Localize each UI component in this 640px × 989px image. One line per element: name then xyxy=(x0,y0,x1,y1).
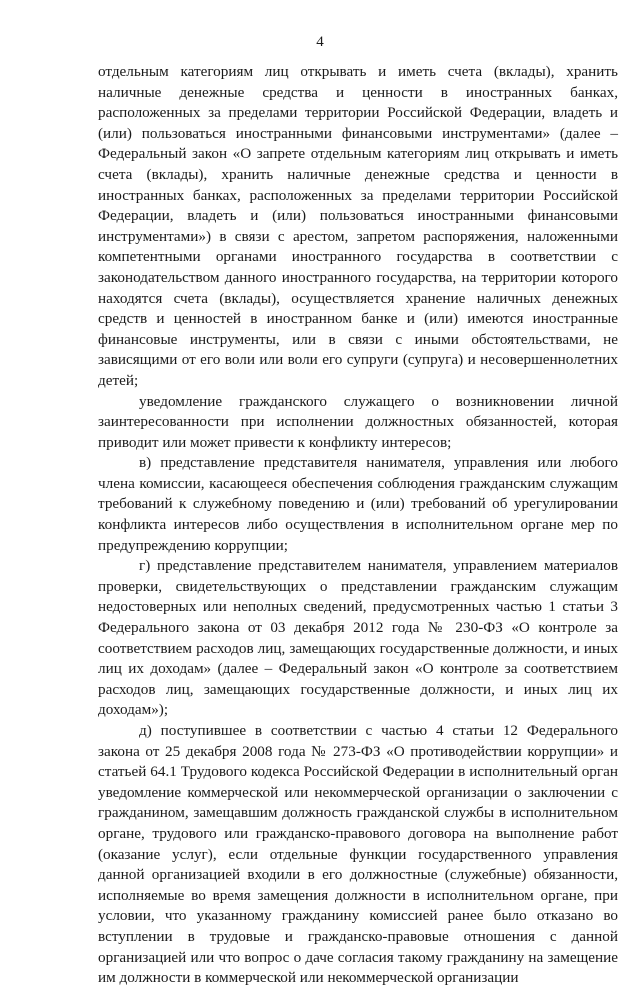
paragraph-item-d: д) поступившее в соответствии с частью 4 статьи 12 Федерального закона от 25 декабря 2008 года № 273-ФЗ «О противодействии коррупции» и статьей 64.1 Трудового кодекса Российской Федерации в исполнительный орган уведомление коммерческой или некоммерческой организации о заключении с гражданином, замещавшим должность гражданской службы в исполнительном органе, трудового или гражданско-правового договора на выполнение работ (оказание услуг), если отдельные функции государственного управления данной организацией входили в его должностные (служебные) обязанности, исполняемые во время замещения должности в исполнительном органе, при условии, что указанному гражданину комиссией ранее было отказано во вступлении в трудовые и гражданско-правовые отношения с данной организацией или что вопрос о даче согласия такому гражданину на замещение им должности в коммерческой или некоммерческой организации xyxy=(98,722,618,987)
paragraph-item-g: г) представление представителем нанимателя, управлением материалов проверки, свидетельствующих о представлении гражданским служащим недостоверных или неполных сведений, предусмотренных частью 1 статьи 3 Федерального закона от 03 декабря 2012 года № 230-ФЗ «О контроле за соответствием расходов лиц, замещающих государственные должности, и иных лиц их доходам» (далее – Федеральный закон «О контроле за соответствием расходов лиц, замещающих государственные должности, и иных лиц их доходам»); xyxy=(98,557,618,719)
paragraph-item-v: в) представление представителя нанимателя, управления или любого члена комиссии, касающееся обеспечения соблюдения гражданским служащим требований к служебному поведению и (или) требований об урегулировании конфликта интересов либо осуществления в исполнительном органе мер по предупреждению коррупции; xyxy=(98,454,618,554)
paragraph-notification-conflict: уведомление гражданского служащего о возникновении личной заинтересованности при исполнении должностных обязанностей, которая приводит или может привести к конфликту интересов; xyxy=(98,392,618,451)
document-body xyxy=(98,62,618,989)
paragraph-continuation: отдельным категориям лиц открывать и иметь счета (вклады), хранить наличные денежные средства и ценности в иностранных банках, расположенных за пределами территории Российской Федерации, владеть и (или) пользоваться иностранными финансовыми инструментами» (далее – Федеральный закон «О запрете отдельным категориям лиц открывать и иметь счета (вклады), хранить наличные денежные средства и ценности в иностранных банках, расположенных за пределами территории Российской Федерации, владеть и (или) пользоваться иностранными финансовыми инструментами») в связи с арестом, запретом распоряжения, наложенными компетентными органами иностранного государства в соответствии с законодательством данного иностранного государства, на территории которого находятся счета (вклады), осуществляется хранение наличных денежных средств и ценностей в иностранном банке и (или) имеются иностранные финансовые инструменты, или в связи с иными обстоятельствами, не зависящими от его воли или воли его супруги (супруга) и несовершеннолетних детей; xyxy=(98,63,618,389)
page-number: 4 xyxy=(316,34,324,50)
